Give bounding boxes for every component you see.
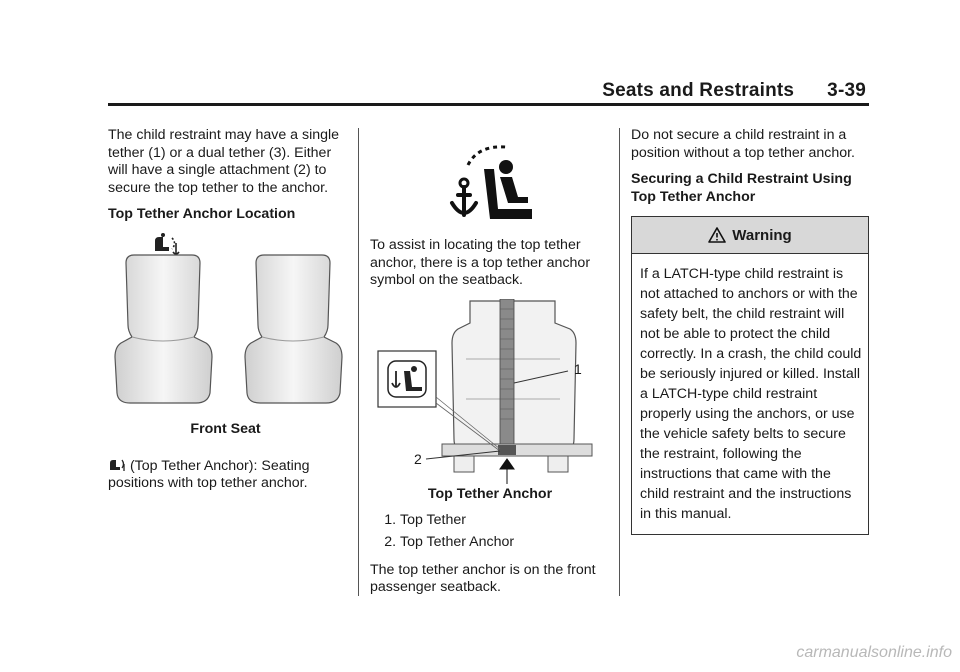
tether-anchor-symbol-icon: [108, 457, 126, 472]
warning-body: If a LATCH-type child restraint is not attached to anchors or with the safety belt, the child restraint will not be able to protect the child correctly. In a crash, the child could be seriously injured or killed. Install a LATCH-type child restraint properly using the anchors, or use the vehicle safety belts to secure the restraint, following the instructions that came with the child restraint and the instructions in this manual.: [640, 266, 862, 523]
callout-1: 1: [574, 360, 582, 377]
warning-triangle-icon: [708, 227, 726, 243]
column-3: [631, 127, 869, 535]
header-rule: [108, 103, 869, 106]
column-1: [108, 127, 343, 502]
tether-intro-text: The child restraint may have a single tether (1) or a dual tether (3). Either will have a single attachment (2) to secure the top tether to the anchor.: [108, 127, 340, 196]
callout-2: 2: [414, 450, 422, 467]
page-header: [602, 80, 866, 102]
callout-legend-list: [370, 512, 610, 551]
column-2: [370, 127, 610, 606]
warning-title: Warning: [732, 226, 792, 244]
securing-heading: Securing a Child Restraint Using Top Tether Anchor: [631, 171, 852, 205]
locating-text: To assist in locating the top tether anchor, there is a top tether anchor symbol on the seatback.: [370, 237, 591, 289]
left-seat-illustration: [115, 255, 212, 403]
tether-anchor-caption: Top Tether Anchor: [427, 485, 553, 502]
anchor-position-text: The top tether anchor is on the front passenger seatback.: [370, 561, 596, 596]
right-seat-illustration: [245, 255, 342, 403]
symbol-description: [108, 457, 343, 493]
column-divider: [358, 128, 359, 596]
location-heading: Top Tether Anchor Location: [108, 206, 296, 223]
column-divider: [619, 128, 620, 596]
tether-anchor-figure: [370, 299, 610, 484]
front-seat-figure: [108, 233, 343, 411]
no-anchor-text: Do not secure a child restraint in a position without a top tether anchor.: [631, 127, 855, 161]
tether-anchor-symbol-large-icon: [370, 135, 610, 223]
list-item: 1. Top Tether: [400, 512, 610, 530]
symbol-text: (Top Tether Anchor): Seating positions with top tether anchor.: [108, 457, 310, 492]
front-seat-caption: Front Seat: [190, 420, 261, 437]
page-number: 3-39: [827, 80, 866, 101]
watermark: carmanualsonline.info: [796, 644, 952, 661]
warning-box: [631, 216, 869, 535]
section-title: Seats and Restraints: [602, 80, 795, 101]
warning-header: [632, 217, 868, 254]
list-item: 2. Top Tether Anchor: [400, 534, 610, 552]
tether-anchor-symbol-icon: [152, 233, 179, 255]
